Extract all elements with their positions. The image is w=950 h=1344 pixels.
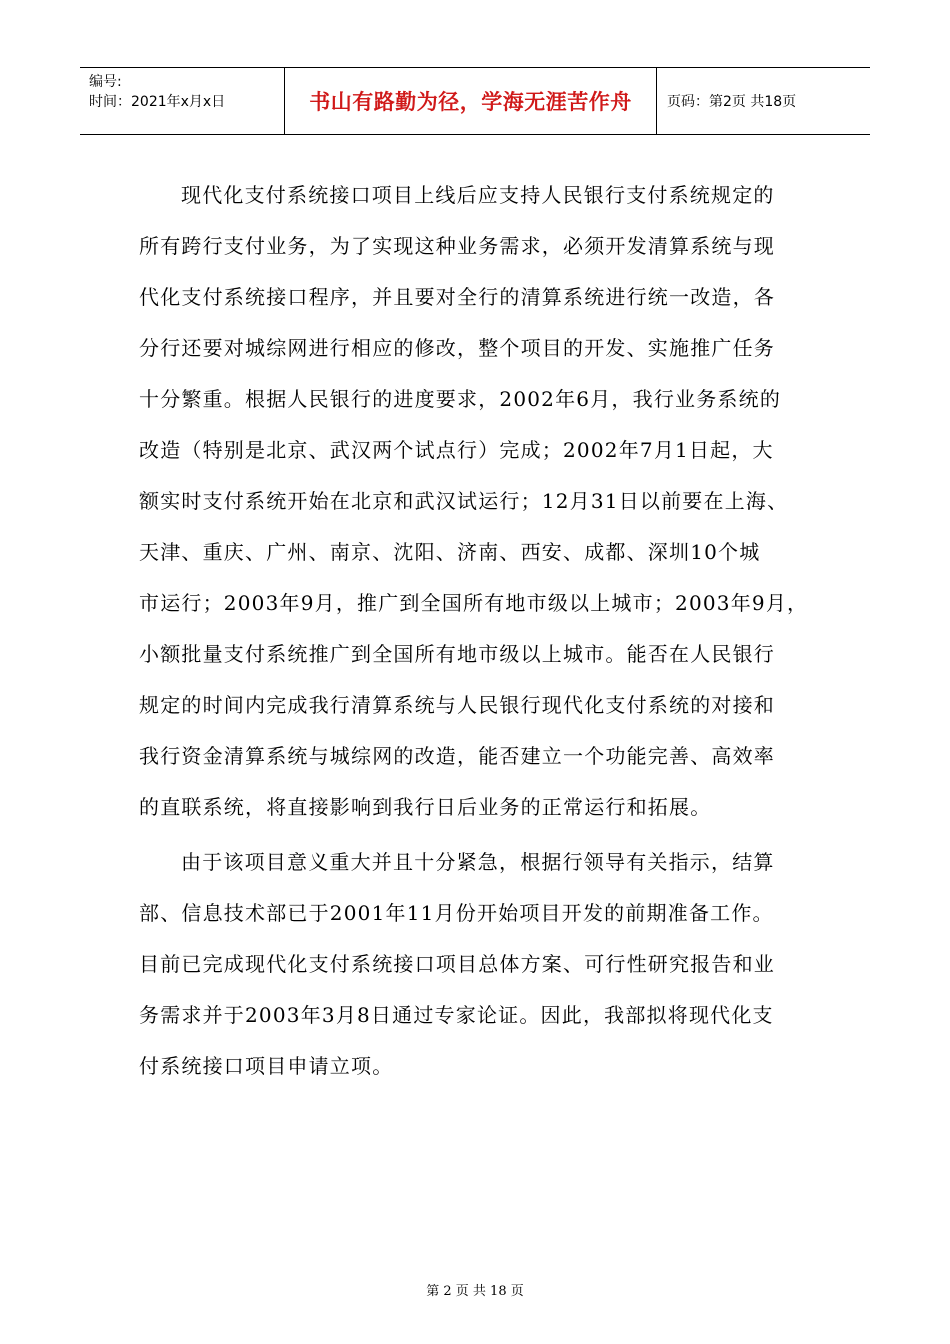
paragraph-line: 部、信息技术部已于2001年11月份开始项目开发的前期准备工作。 [139,901,774,925]
paragraph-1 [139,170,819,833]
paragraph-line: 所有跨行支付业务，为了实现这种业务需求，必须开发清算系统与现 [139,234,775,258]
header-page-cell [657,68,870,134]
number-label: 编号: [89,74,122,90]
paragraph-2 [139,837,819,1092]
paragraph-line: 代化支付系统接口程序，并且要对全行的清算系统进行统一改造，各 [139,285,775,309]
paragraph-line: 分行还要对城综网进行相应的修改，整个项目的开发、实施推广任务 [139,336,775,360]
header-slogan-cell [285,68,657,134]
page-footer [0,1280,950,1299]
paragraph-line: 天津、重庆、广州、南京、沈阳、济南、西安、成都、深圳10个城 [139,540,761,564]
document-body [139,170,819,1092]
page-code: 页码：第2页 共18页 [667,94,797,110]
document-header [80,67,870,135]
paragraph-line: 我行资金清算系统与城综网的改造，能否建立一个功能完善、高效率 [139,744,775,768]
paragraph-line: 规定的时间内完成我行清算系统与人民银行现代化支付系统的对接和 [139,693,775,717]
paragraph-line: 改造（特别是北京、武汉两个试点行）完成；2002年7月1日起，大 [139,438,774,462]
paragraph-line: 目前已完成现代化支付系统接口项目总体方案、可行性研究报告和业 [139,952,775,976]
paragraph-line: 由于该项目意义重大并且十分紧急，根据行领导有关指示，结算 [181,850,775,874]
paragraph-line: 十分繁重。根据人民银行的进度要求，2002年6月，我行业务系统的 [139,387,782,411]
time-label: 时间：2021年x月x日 [89,94,226,110]
paragraph-line: 额实时支付系统开始在北京和武汉试运行；12月31日以前要在上海、 [139,489,789,513]
paragraph-line: 的直联系统，将直接影响到我行日后业务的正常运行和拓展。 [139,795,712,819]
slogan-text: 书山有路勤为径，学海无涯苦作舟 [309,90,632,114]
footer-page-number: 第 2 页 共 18 页 [426,1284,524,1299]
header-meta-cell [80,68,285,134]
paragraph-line: 务需求并于2003年3月8日通过专家论证。因此，我部拟将现代化支 [139,1003,774,1027]
paragraph-line: 小额批量支付系统推广到全国所有地市级以上城市。能否在人民银行 [139,642,775,666]
paragraph-line: 付系统接口项目申请立项。 [139,1054,394,1078]
paragraph-line: 市运行；2003年9月，推广到全国所有地市级以上城市；2003年9月， [139,591,809,615]
paragraph-line: 现代化支付系统接口项目上线后应支持人民银行支付系统规定的 [181,183,775,207]
